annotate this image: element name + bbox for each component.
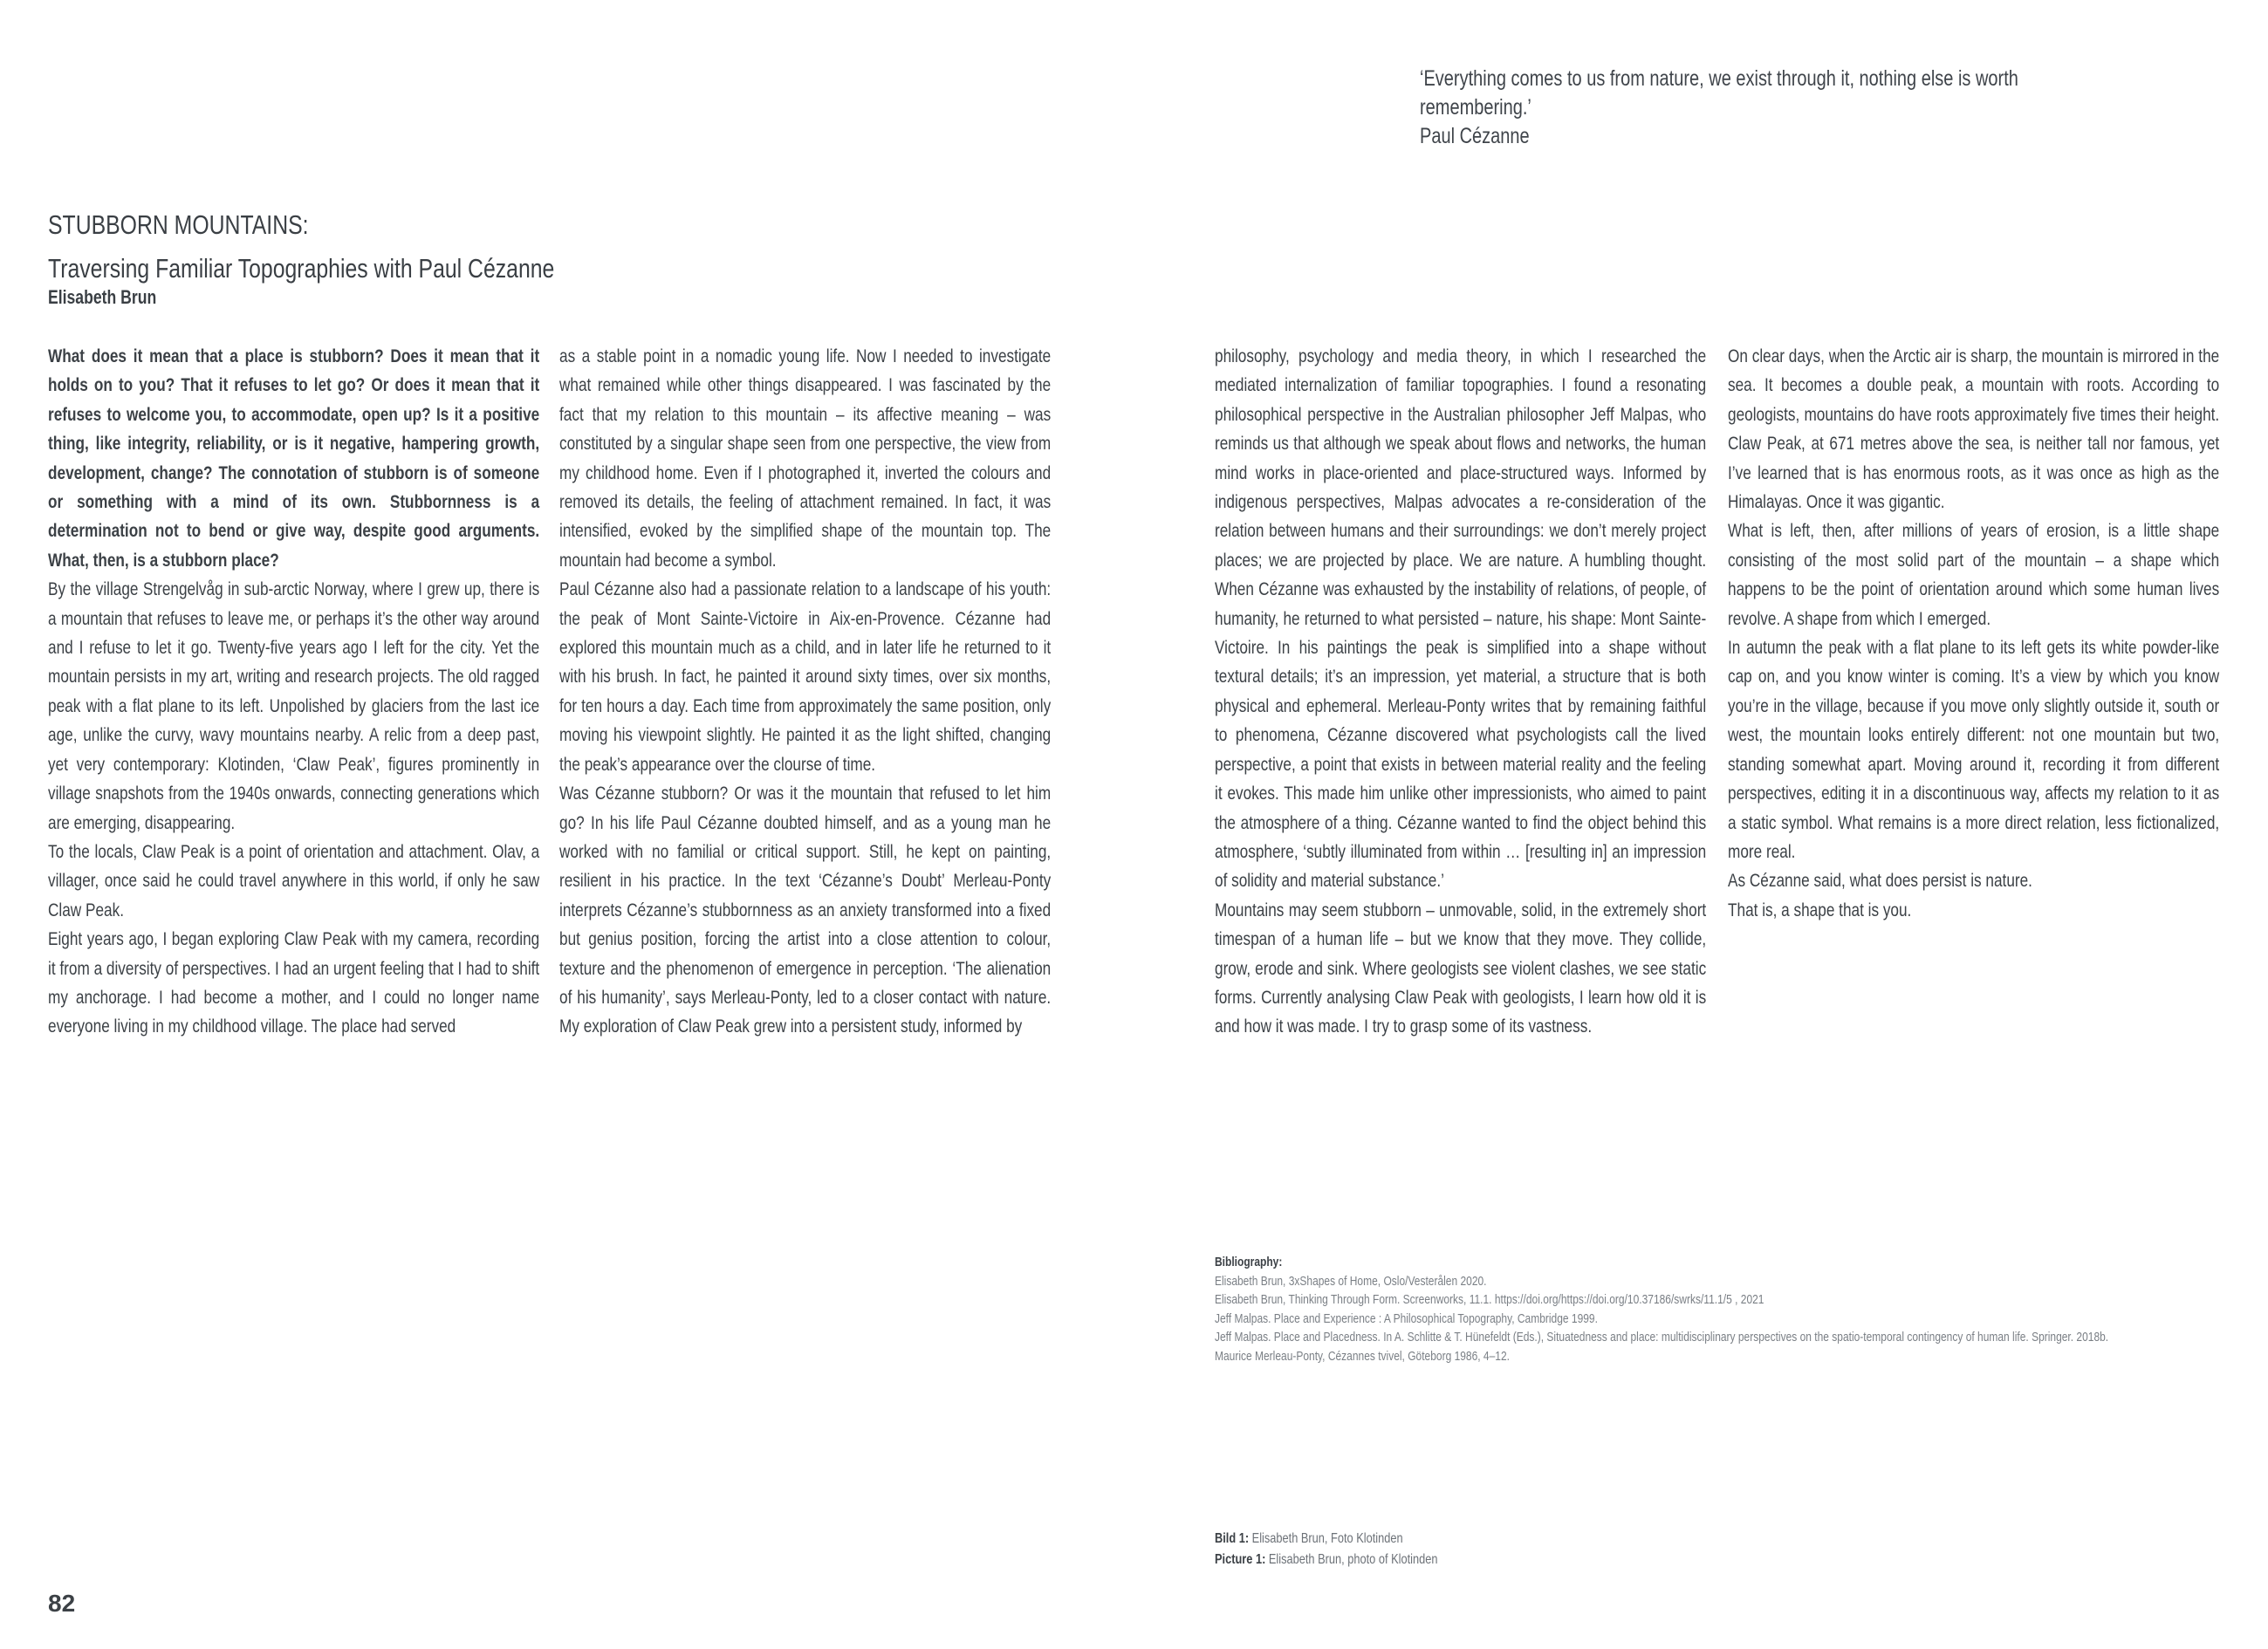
epigraph-quote: ‘Everything comes to us from nature, we exist through it, nothing else is worth remembering.’ (1420, 66, 2018, 120)
caption-text: Elisabeth Brun, Foto Klotinden (1249, 1531, 1403, 1546)
text-column-3 (1215, 342, 1706, 1042)
bibliography-heading: Bibliography: (1215, 1255, 1283, 1269)
bibliography-entry: Elisabeth Brun, Thinking Through Form. Screenworks, 11.1. https://doi.org/https://doi.org/10.37186/swrks/11.1/5 , 2021 (1215, 1292, 1764, 1307)
paragraph: On clear days, when the Arctic air is sharp, the mountain is mirrored in the sea. It becomes a double peak, a mountain with roots. According to geologists, mountains do have roots approximately five times their height. Claw Peak, at 671 metres above the sea, is neither tall nor famous, yet I’ve learned that is has enormous roots, as it was once as high as the Himalayas. Once it was gigantic. (1728, 346, 2220, 513)
paragraph: as a stable point in a nomadic young life. Now I needed to investigate what remained while other things disappeared. I was fascinated by the fact that my relation to this mountain – its affective meaning – was constituted by a singular shape seen from one perspective, the view from my childhood home. Even if I photographed it, inverted the colours and removed its details, the feeling of attachment remained. In fact, it was intensified, evoked by the simplified shape of the mountain top. The mountain had become a symbol. (559, 346, 1052, 571)
epigraph-attribution: Paul Cézanne (1420, 124, 1530, 148)
caption-text: Elisabeth Brun, photo of Klotinden (1265, 1552, 1438, 1567)
caption-label: Bild 1: (1215, 1531, 1250, 1546)
paragraph: What is left, then, after millions of years of erosion, is a little shape consisting of the most solid part of the mountain – a shape which happens to be the point of orientation around which some human lives revolve. A shape from which I emerged. (1728, 520, 2220, 629)
article-author: Elisabeth Brun (48, 286, 157, 308)
paragraph: As Cézanne said, what does persist is nature. (1728, 870, 2032, 892)
text-column-1 (48, 342, 539, 1042)
paragraph: philosophy, psychology and media theory, in which I researched the mediated internalization of familiar topographies. I found a resonating philosophical perspective in the Australian philosopher Jeff Malpas, who reminds us that although we speak about flows and networks, the human mind works in place-oriented and place-structured ways. Informed by indigenous perspectives, Malpas advocates a re-consideration of the relation between humans and their surroundings: we don’t merely project places; we are projected by place. We are nature. A humbling thought. When Cézanne was exhausted by the instability of relations, of people, of humanity, he returned to what persisted – nature, his shape: Mont Sainte-Victoire. In his paintings the peak is simplified into a shape without textural details; it’s an impression, yet material, a structure that is both physical and ephemeral. Merleau-Ponty writes that by remaining faithful to phenomena, Cézanne discovered what psychologists call the lived perspective, a point that exists in between material reality and the feeling it evokes. This made him unlike other impressionists, who aimed to paint the atmosphere of a thing. Cézanne wanted to find the object behind this atmosphere, ‘subtly illuminated from within … [resulting in] an impression of solidity and material substance.’ (1215, 346, 1707, 892)
article-title: STUBBORN MOUNTAINS: (48, 209, 309, 240)
caption-label: Picture 1: (1215, 1552, 1266, 1567)
paragraph: Mountains may seem stubborn – unmovable, solid, in the extremely short timespan of a human life – but we know that they move. They collide, grow, erode and sink. Where geologists see violent clashes, we see static forms. Currently analysing Claw Peak with geologists, I learn how old it is and how it was made. I try to grasp some of its vastness. (1215, 899, 1707, 1037)
text-column-4 (1728, 342, 2219, 925)
paragraph: In autumn the peak with a flat plane to its left gets its white powder-like cap on, and you know winter is coming. It’s a view by which you know you’re in the village, because if you move only slightly outside it, south or west, the mountain looks entirely different: not one mountain but two, standing somewhat apart. Moving around it, recording it from different perspectives, editing it in a discontinuous way, affects my relation to it as a static symbol. What remains is a more direct relation, less fictionalized, more real. (1728, 637, 2220, 862)
page-number: 82 (48, 1590, 76, 1617)
text-column-2 (559, 342, 1051, 1042)
bibliography-entry: Jeff Malpas. Place and Placedness. In A. Schlitte & T. Hünefeldt (Eds.), Situatedness and place: multidisciplinary perspectives on the spatio-temporal contingency of human life. Springer. 2018b. (1215, 1330, 2109, 1345)
paragraph: Paul Cézanne also had a passionate relation to a landscape of his youth: the peak of Mont Sainte-Victoire in Aix-en-Provence. Cézanne had explored this mountain much as a child, and in later life he returned to it with his brush. In fact, he painted it around sixty times, over six months, for ten hours a day. Each time from approximately the same position, only moving his viewpoint slightly. He painted it as the light shifted, changing the peak’s appearance over the clourse of time. (559, 578, 1052, 775)
bibliography-entry: Elisabeth Brun, 3xShapes of Home, Oslo/Vesterålen 2020. (1215, 1273, 1487, 1289)
image-captions (1215, 1529, 1634, 1570)
paragraph: To the locals, Claw Peak is a point of orientation and attachment. Olav, a villager, once said he could travel anywhere in this world, if only he saw Claw Peak. (48, 840, 540, 920)
paragraph: By the village Strengelvåg in sub-arctic Norway, where I grew up, there is a mountain that refuses to leave me, or perhaps it’s the other way around and I refuse to let it go. Twenty-five years ago I left for the city. Yet the mountain persists in my art, writing and research projects. The old ragged peak with a flat plane to its left. Unpolished by glaciers from the last ice age, unlike the curvy, wavy mountains nearby. A relic from a deep past, yet very contemporary: Klotinden, ‘Claw Peak’, figures prominently in village snapshots from the 1940s onwards, connecting generations which are emerging, disappearing. (48, 578, 540, 833)
article-subtitle: Traversing Familiar Topographies with Paul Cézanne (48, 253, 555, 284)
caption-line (1215, 1529, 1634, 1550)
epigraph (1420, 65, 2099, 151)
bibliography (1215, 1253, 2227, 1365)
lead-paragraph: What does it mean that a place is stubborn? Does it mean that it holds on to you? That it refuses to let go? Or does it mean that it refuses to welcome you, to accommodate, open up? Is it a positive thing, like integrity, reliability, or is it negative, hampering growth, development, change? The connotation of stubborn is of someone or something with a mind of its own. Stubbornness is a determination not to bend or give way, despite good arguments. What, then, is a stubborn place? (48, 346, 540, 571)
bibliography-entry: Maurice Merleau-Ponty, Cézannes tvivel, Göteborg 1986, 4–12. (1215, 1348, 1510, 1364)
paragraph: Was Cézanne stubborn? Or was it the mountain that refused to let him go? In his life Paul Cézanne doubted himself, and as a young man he worked with no familial or critical support. Still, he kept on painting, resilient in his practice. In the text ‘Cézanne’s Doubt’ Merleau-Ponty interprets Cézanne’s stubbornness as an anxiety transformed into a fixed but genius position, forcing the artist into a close attention to colour, texture and the phenomenon of emergence in perception. ‘The alienation of his humanity’, says Merleau-Ponty, led to a closer contact with nature. My exploration of Claw Peak grew into a persistent study, informed by (559, 783, 1052, 1037)
caption-line (1215, 1550, 1634, 1570)
paragraph: That is, a shape that is you. (1728, 899, 1912, 920)
bibliography-entry: Jeff Malpas. Place and Experience : A Philosophical Topography, Cambridge 1999. (1215, 1310, 1598, 1326)
paragraph: Eight years ago, I began exploring Claw Peak with my camera, recording it from a diversity of perspectives. I had an urgent feeling that I had to shift my anchorage. I had become a mother, and I could no longer name everyone living in my childhood village. The place had served (48, 928, 540, 1037)
